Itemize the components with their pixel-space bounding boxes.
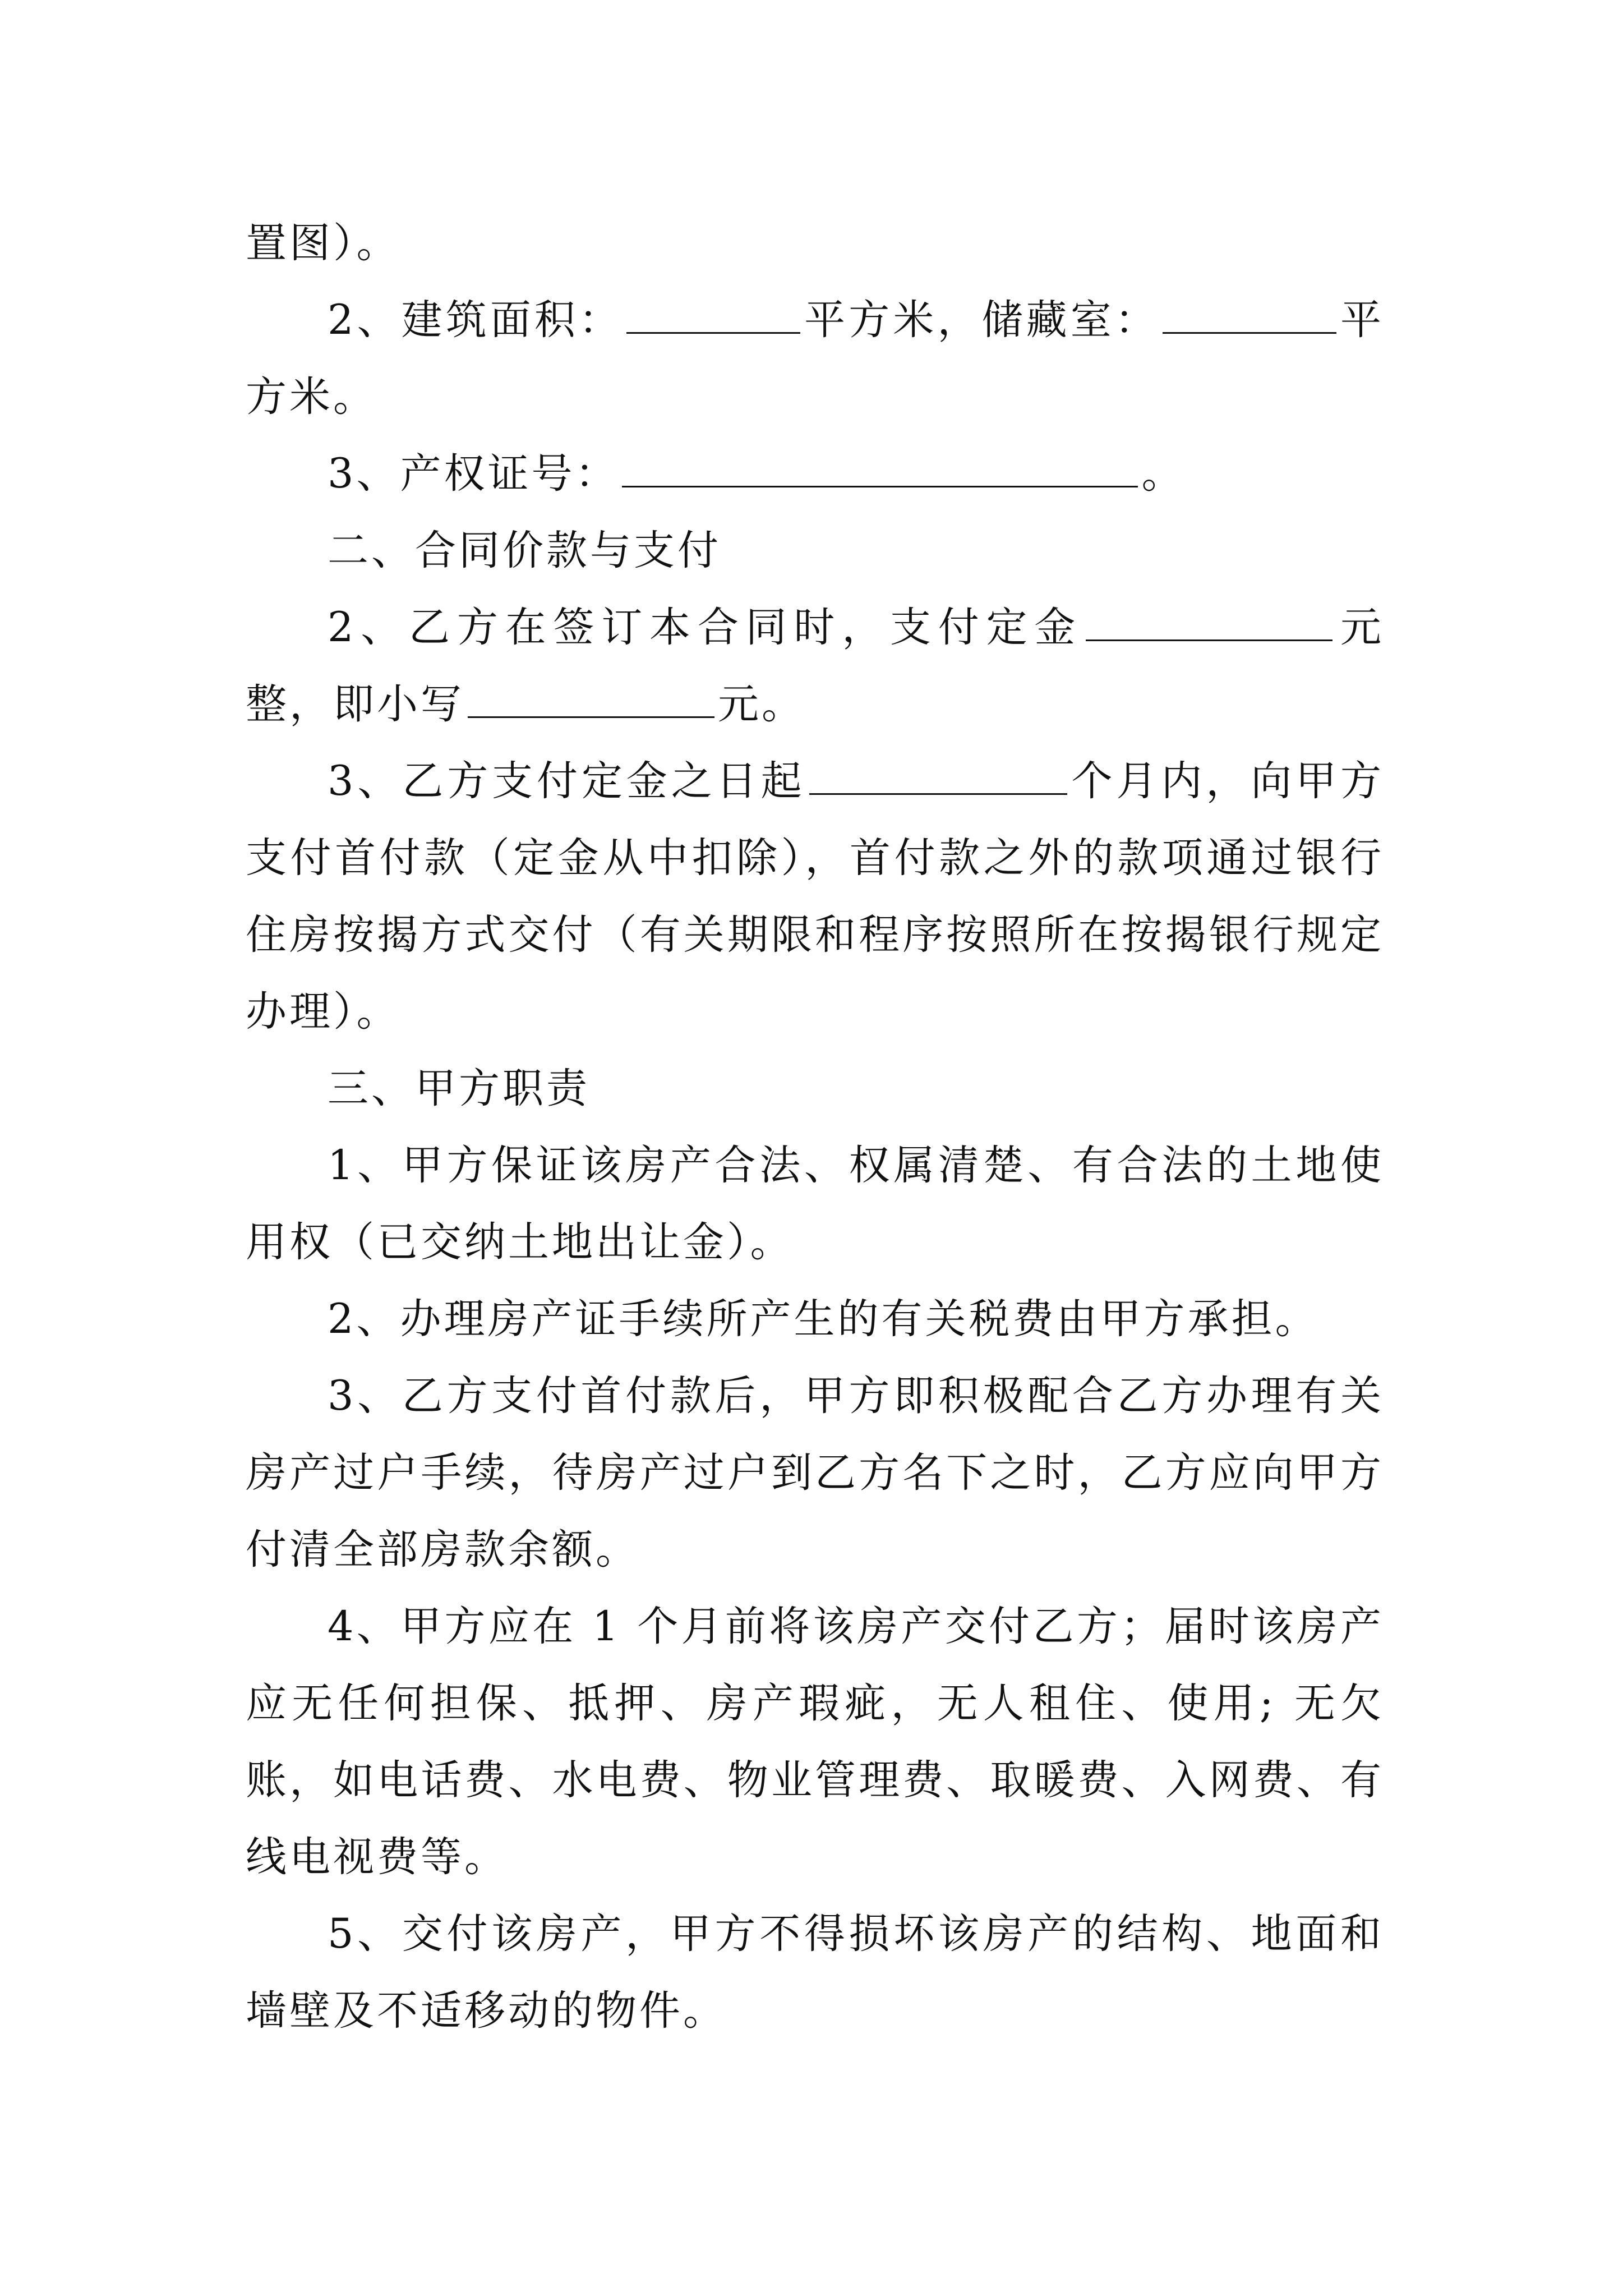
paragraph-clause-4 [246, 1588, 1384, 1895]
fill-blank-months[interactable] [809, 754, 1067, 795]
text: 。 [1141, 450, 1186, 498]
paragraph-building-area [246, 282, 1384, 435]
fill-blank-property-cert-no[interactable] [622, 447, 1138, 487]
fill-blank-storage-area[interactable] [1163, 293, 1336, 334]
section-heading-party-a [246, 1050, 1384, 1127]
text: 3、产权证号： [328, 450, 619, 498]
text: 2、办理房产证手续所产生的有关税费由甲方承担。 [328, 1295, 1319, 1343]
fill-blank-deposit-amount[interactable] [1086, 600, 1332, 641]
text: 3、乙方支付定金之日起 [328, 757, 806, 805]
text: 1、甲方保证该房产合法、权属清楚、有合法的土地使用权（已交纳土地出让金）。 [246, 1142, 1384, 1266]
paragraph-clause-5 [246, 1895, 1384, 2049]
text: 置图）。 [246, 219, 400, 267]
paragraph-continuation [246, 205, 1384, 282]
text: 2、乙方在签订本合同时，支付定金 [328, 604, 1083, 651]
text: 5、交付该房产，甲方不得损坏该房产的结构、地面和墙壁及不适移动的物件。 [246, 1910, 1384, 2035]
fill-blank-building-area[interactable] [626, 293, 800, 334]
text: 元。 [718, 680, 805, 728]
text: 4、甲方应在 1 个月前将该房产交付乙方；届时该房产应无任何担保、抵押、房产瑕疵，无人租住、使用; 无欠账，如电话费、水电费、物业管理费、取暖费、入网费、有线电视费等。 [246, 1603, 1384, 1881]
paragraph-clause-3 [246, 1358, 1384, 1588]
section-heading-price [246, 512, 1384, 589]
paragraph-clause-2 [246, 1281, 1384, 1358]
fill-blank-deposit-figure[interactable] [468, 677, 714, 718]
paragraph-clause-1 [246, 1127, 1384, 1281]
paragraph-down-payment [246, 743, 1384, 1050]
text: 二、合同价款与支付 [328, 527, 721, 574]
text: 三、甲方职责 [328, 1065, 590, 1112]
paragraph-deposit [246, 589, 1384, 743]
text: 3、乙方支付首付款后，甲方即积极配合乙方办理有关房产过户手续，待房产过户到乙方名下之时，乙方应向甲方付清全部房款余额。 [246, 1372, 1384, 1573]
text: 个月内，向甲方支付首付款（定金从中扣除），首付款之外的款项通过银行住房按揭方式交付（有关期限和程序按照所在按揭银行规定办理）。 [246, 757, 1384, 1036]
paragraph-property-cert [246, 435, 1384, 512]
text: 2、建筑面积： [328, 296, 624, 344]
text: 元整，即小写 [246, 604, 1384, 728]
document-body [246, 205, 1384, 2049]
text: 平方米，储藏室： [804, 296, 1159, 344]
text: 平方米。 [246, 296, 1385, 421]
